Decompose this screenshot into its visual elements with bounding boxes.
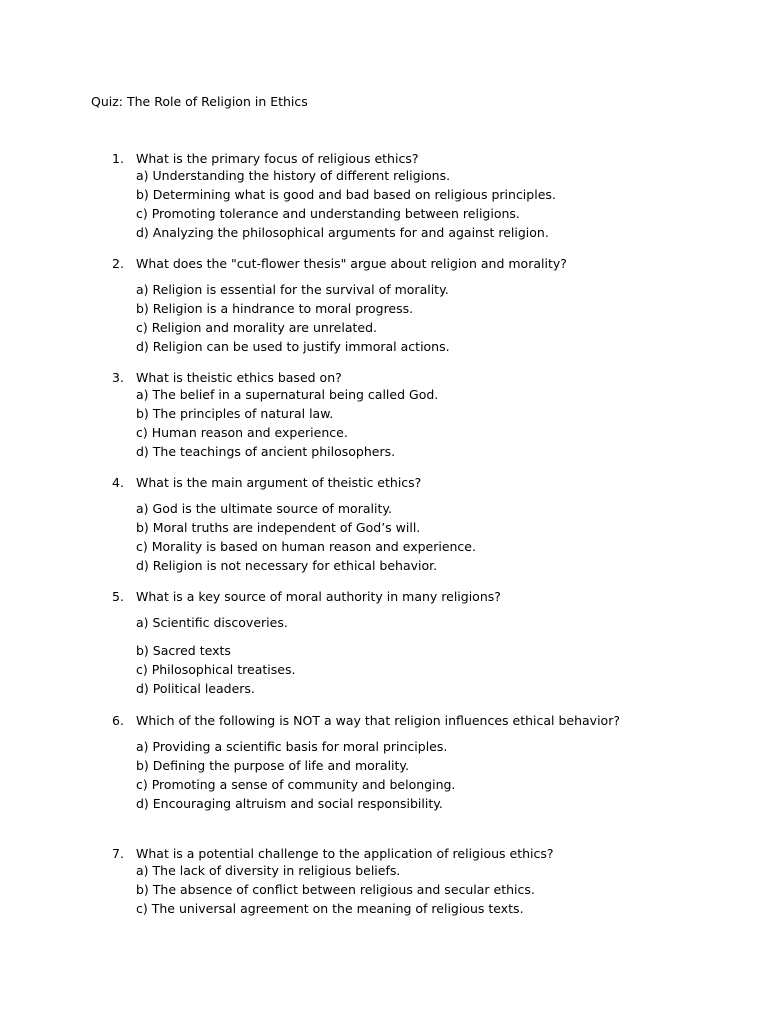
option-c: c) Promoting tolerance and understanding between religions.: [136, 206, 520, 221]
option-c: c) Philosophical treatises.: [136, 662, 296, 677]
option-b: b) The absence of conflict between religious and secular ethics.: [136, 882, 535, 897]
question-number: 6.: [112, 713, 124, 728]
question-text: What is a key source of moral authority in many religions?: [136, 589, 501, 604]
option-a: a) God is the ultimate source of morality.: [136, 501, 392, 516]
option-c: c) Religion and morality are unrelated.: [136, 320, 377, 335]
question-number: 1.: [112, 151, 124, 166]
option-a: a) Scientific discoveries.: [136, 615, 288, 630]
question-number: 5.: [112, 589, 124, 604]
question-number: 7.: [112, 846, 124, 861]
option-c: c) Promoting a sense of community and belonging.: [136, 777, 456, 792]
option-c: c) The universal agreement on the meaning of religious texts.: [136, 901, 524, 916]
question-text: What does the "cut-flower thesis" argue about religion and morality?: [136, 256, 567, 271]
option-b: b) Religion is a hindrance to moral progress.: [136, 301, 414, 316]
option-a: a) Religion is essential for the survival of morality.: [136, 282, 449, 297]
option-d: d) Religion can be used to justify immoral actions.: [136, 339, 450, 354]
question-text: Which of the following is NOT a way that religion influences ethical behavior?: [136, 713, 620, 728]
option-d: d) Encouraging altruism and social responsibility.: [136, 796, 443, 811]
option-a: a) Understanding the history of different religions.: [136, 168, 451, 183]
quiz-title: Quiz: The Role of Religion in Ethics: [91, 94, 308, 109]
option-b: b) Determining what is good and bad based on religious principles.: [136, 187, 556, 202]
option-b: b) Sacred texts: [136, 643, 231, 658]
question-5: [112, 589, 732, 698]
option-b: b) Defining the purpose of life and morality.: [136, 758, 410, 773]
question-2: [112, 256, 732, 356]
question-text: What is theistic ethics based on?: [136, 370, 342, 385]
option-d: d) Political leaders.: [136, 681, 255, 696]
option-c: c) Human reason and experience.: [136, 425, 348, 440]
option-c: c) Morality is based on human reason and experience.: [136, 539, 476, 554]
question-number: 4.: [112, 475, 124, 490]
question-text: What is a potential challenge to the application of religious ethics?: [136, 846, 554, 861]
question-3: [112, 370, 732, 461]
question-text: What is the primary focus of religious ethics?: [136, 151, 419, 166]
option-a: a) Providing a scientific basis for moral principles.: [136, 739, 448, 754]
option-d: d) Religion is not necessary for ethical behavior.: [136, 558, 438, 573]
option-a: a) The belief in a supernatural being called God.: [136, 387, 439, 402]
question-1: [112, 151, 732, 242]
option-d: d) The teachings of ancient philosophers.: [136, 444, 396, 459]
question-6: [112, 713, 732, 813]
question-7: [112, 846, 732, 918]
question-text: What is the main argument of theistic ethics?: [136, 475, 422, 490]
option-d: d) Analyzing the philosophical arguments for and against religion.: [136, 225, 549, 240]
option-b: b) The principles of natural law.: [136, 406, 334, 421]
question-4: [112, 475, 732, 575]
question-number: 3.: [112, 370, 124, 385]
question-number: 2.: [112, 256, 124, 271]
option-b: b) Moral truths are independent of God’s will.: [136, 520, 421, 535]
option-a: a) The lack of diversity in religious beliefs.: [136, 863, 401, 878]
